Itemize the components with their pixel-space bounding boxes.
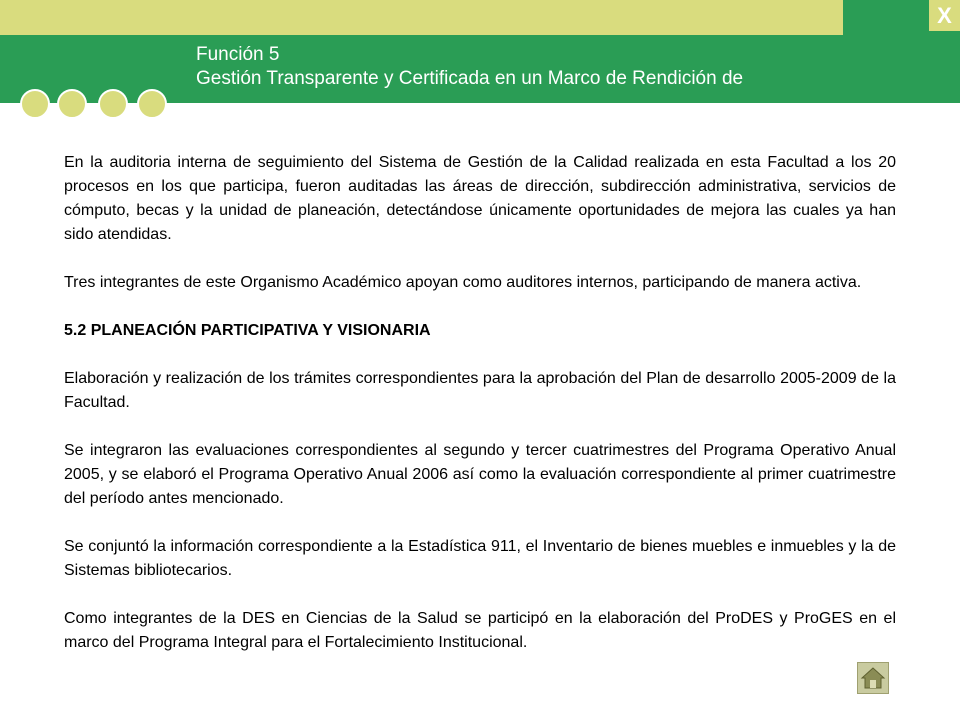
decor-dot (98, 89, 128, 119)
close-button[interactable]: X (929, 0, 960, 31)
paragraph-prodes: Como integrantes de la DES en Ciencias de la Salud se participó en la elaboración del ProDES y ProGES en el marco del Programa Integral para el Fortalecimiento Institucional. (64, 610, 896, 651)
paragraph-auditors: Tres integrantes de este Organismo Académico apoyan como auditores internos, participando de manera activa. (64, 274, 862, 291)
home-icon (860, 665, 886, 691)
main-content (64, 151, 896, 679)
page-title (196, 43, 743, 91)
section-heading: 5.2 PLANEACIÓN PARTICIPATIVA Y VISIONARIA (64, 322, 431, 339)
paragraph-plan: Elaboración y realización de los trámites correspondientes para la aprobación del Plan de desarrollo 2005-2009 de la Facultad. (64, 370, 896, 411)
paragraph-audit: En la auditoria interna de seguimiento del Sistema de Gestión de la Calidad realizada en esta Facultad a los 20 procesos en los que participa, fueron auditadas las áreas de dirección, subdirección administrativa, servicios de cómputo, becas y la unidad de planeación, detectándose únicamente oportunidades de mejora las cuales ya han sido atendidas. (64, 154, 896, 243)
paragraph-statistics: Se conjuntó la información correspondiente a la Estadística 911, el Inventario de bienes muebles e inmuebles y la de Sistemas bibliotecarios. (64, 538, 896, 579)
top-decor-strip (0, 0, 843, 35)
decor-dot (57, 89, 87, 119)
decor-dot (20, 89, 50, 119)
title-line-1: Función 5 (196, 44, 280, 65)
paragraph-poa: Se integraron las evaluaciones correspondientes al segundo y tercer cuatrimestres del Programa Operativo Anual 2005, y se elaboró el Programa Operativo Anual 2006 así como la evaluación correspondiente al primer cuatrimestre del período antes mencionado. (64, 442, 896, 507)
title-line-2: Gestión Transparente y Certificada en un Marco de Rendición de (196, 68, 744, 89)
home-button[interactable] (857, 662, 889, 694)
decor-dot (137, 89, 167, 119)
